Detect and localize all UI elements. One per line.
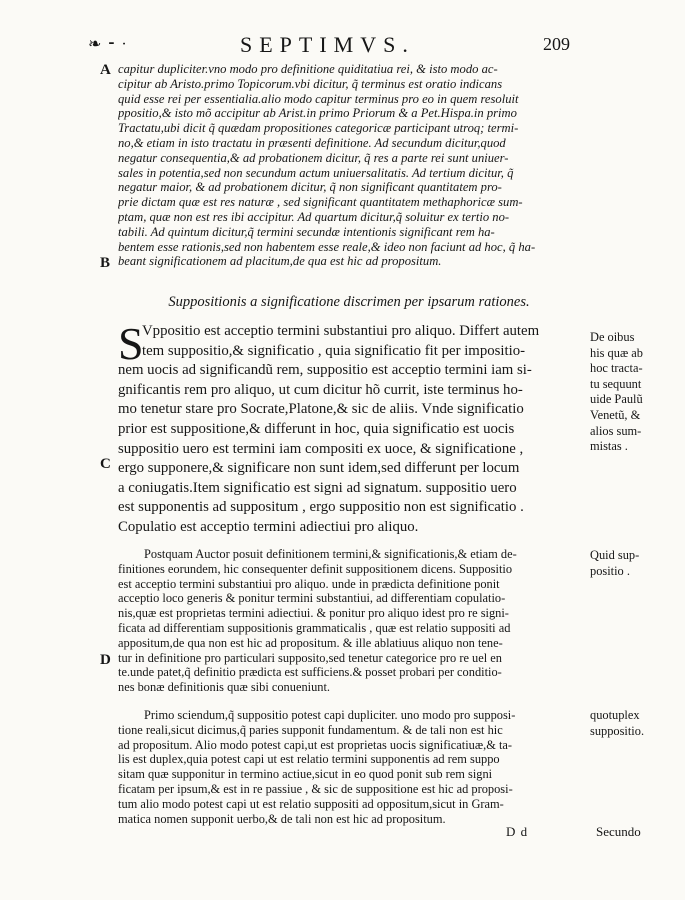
catchword: Secundo [596, 824, 641, 839]
text-line: matica nomen supponit uerbo,& de tali non est hic ad propositum. [118, 811, 446, 826]
text-line: tur in definitione pro particulari supposito,sed tenetur categorice pro re uel en [118, 650, 502, 665]
sidenote-line: suppositio. [590, 723, 645, 738]
paragraph-3-commentary [118, 547, 580, 695]
text-line: mo tenetur stare pro Socrate,Platone,& sic de aliis. Vnde significatio [118, 401, 524, 418]
text-line: Vppositio est acceptio termini substantiui pro aliquo. Differt autem [142, 323, 540, 339]
sidenote-de-omnibus [590, 330, 680, 455]
text-line: capitur dupliciter.vno modo pro definitione quiditatiua rei, & isto modo ac- [118, 62, 498, 76]
text-line: quid esse rei per essentialia.alio modo capitur terminus pro eo in quem resoluit [118, 91, 519, 106]
sidenote-line: positio . [590, 563, 630, 578]
text-line: ergo supponere,& significare non sunt idem,sed differunt per locum [118, 460, 520, 477]
sidenote-quid-suppositio [590, 548, 680, 579]
text-line: Tractatu,ubi dicit q̃ quædam propositiones categoricæ participant utroq; termi- [118, 121, 519, 136]
paragraph-2-definition [118, 318, 588, 538]
text-line: Primo sciendum,q̃ suppositio potest capi dupliciter. uno modo pro supposi- [144, 708, 516, 722]
margin-marker-a: A [100, 62, 111, 78]
ornament-flourish: ❧ ⁃ · [88, 36, 128, 53]
text-line: cipitur ab Aristo.primo Topicorum.vbi dicitur, q̃ terminus est oratio indicans [118, 76, 503, 91]
text-line: bentem esse rationis,sed non habentem esse reale,& ideo non faciunt ad hoc, q̃ ha- [118, 239, 536, 254]
margin-marker-b: B [100, 255, 111, 271]
margin-marker-c: C [100, 456, 111, 472]
sidenote-quotuplex [590, 708, 680, 739]
signature-mark: D d [506, 824, 529, 839]
text-line: beant significationem ad placitum,de qua est hic ad propositum. [118, 254, 442, 269]
sidenote-line: mistas . [590, 439, 628, 454]
paragraph-4-commentary [118, 708, 580, 826]
text-line: Postquam Auctor posuit definitionem termini,& significationis,& etiam de- [144, 547, 517, 561]
text-line: nes bonæ definitionis quæ sibi conueniunt. [118, 680, 331, 695]
text-line: est supponentis ad suppositum , ergo suppositio non est significatio . [118, 499, 524, 516]
text-line: prior est suppositione,& differunt in hoc, quia significatio est uocis [118, 420, 515, 437]
text-line: tum alio modo potest capi ut est relatio suppositi ad oppositum,sicut in Gram- [118, 796, 504, 811]
text-line: negatur consequentia,& ad probationem dicitur, q̃ res a parte rei sunt uniuer- [118, 150, 509, 165]
text-line: appositum,de qua non est hic ad propositum. & ille ablatiuus aliquo non tene- [118, 635, 503, 650]
page-number: 209 [543, 34, 570, 54]
text-line: gnificantis rem pro aliquo, ut cum dicitur hõ currit, iste terminus ho- [118, 381, 523, 398]
running-title: SEPTIMVS. [240, 32, 415, 57]
drop-capital: S [118, 318, 144, 369]
text-line: suppositio uero est termini iam compositi ex uoce, & significatione , [118, 440, 524, 457]
text-line: acceptio loco generis & ponitur termini substantiui, ad differentiam copulatio- [118, 591, 506, 606]
text-line: tem suppositio,& significatio , quia significatio fit per impositio- [142, 342, 526, 359]
sidenote-line: Quid sup- [590, 548, 640, 562]
text-line: sales in potentia,sed non secundum actum uniuersalitatis. Ad tertium dicitur, q̃ [118, 165, 514, 180]
text-line: ficata ad differentiam suppositionis grammaticalis , quæ est relatio suppositi ad [118, 620, 511, 635]
text-line: te.unde patet,q̃ definitio prædicta est sufficiens.& posset probari per conditio- [118, 665, 502, 680]
sidenote-line: tu sequunt [590, 376, 642, 391]
text-line: est acceptio termini substantiui pro aliquo. unde in prædicta definitione ponit [118, 576, 500, 591]
sidenote-line: quotuplex [590, 708, 640, 722]
section-heading: Suppositionis a significatione discrimen per ipsarum rationes. [168, 294, 530, 310]
sidenote-line: alios sum- [590, 423, 642, 438]
text-line: tabili. Ad quintum dicitur,q̃ termini secundæ intentionis significant rem ha- [118, 224, 495, 239]
text-line: lis est duplex,quia potest capi ut est relatio termini supponentis ad rem suppo [118, 752, 500, 767]
text-line: finitiones eorundem, hic consequenter definit suppositionem dicens. Suppositio [118, 561, 513, 576]
text-line: prie dictam quæ est res naturæ , sed significant quantitatem methaphoricæ sum- [118, 195, 523, 210]
text-line: Copulatio est acceptio termini adiectiui pro aliquo. [118, 518, 419, 535]
sidenote-line: his quæ ab [590, 345, 644, 360]
text-line: ptam, quæ non est res ibi accipitur. Ad quartum dicitur,q̃ soluitur ex tertio no- [118, 209, 510, 224]
sidenote-line: Venetũ, & [590, 407, 641, 422]
text-line: ad propositum. Alio modo potest capi,ut est proprietas uocis significatiuæ,& ta- [118, 737, 513, 752]
text-line: a coniugatis.Item significatio est signi ad signatum. suppositio uero [118, 479, 517, 496]
paragraph-1 [118, 62, 580, 269]
sidenote-line: hoc tracta- [590, 361, 643, 376]
sidenote-line: De oibus [590, 330, 635, 344]
text-line: sitam quæ supponitur in termino actiue,sicut in eo quod ponit sub rem signi [118, 767, 493, 782]
text-line: ppositio,& isto mõ accipitur ab Arist.in primo Priorum & a Pet.Hispa.in primo [118, 106, 517, 121]
text-line: tione reali,sicut dicimus,q̃ paries supponit fundamentum. & de tali non est hic [118, 722, 503, 737]
text-line: no,& etiam in isto tractatu in præsenti definitione. Ad secundum dicitur,quod [118, 135, 506, 150]
text-line: ficatam per ipsum,& est in re passiue , & sic de suppositione est hic ad proposi- [118, 781, 513, 796]
text-line: negatur maior, & ad probationem dicitur, q̃ non significant quantitatem pro- [118, 180, 502, 195]
margin-marker-d: D [100, 652, 111, 668]
text-line: nem uocis ad significandũ rem, suppositio est acceptio termini iam si- [118, 362, 532, 379]
text-line: nis,quæ est proprietas termini adiectiui. & ponitur pro aliquo idest pro re signi- [118, 606, 509, 621]
sidenote-line: uide Paulũ [590, 392, 643, 407]
page-header [0, 30, 685, 60]
